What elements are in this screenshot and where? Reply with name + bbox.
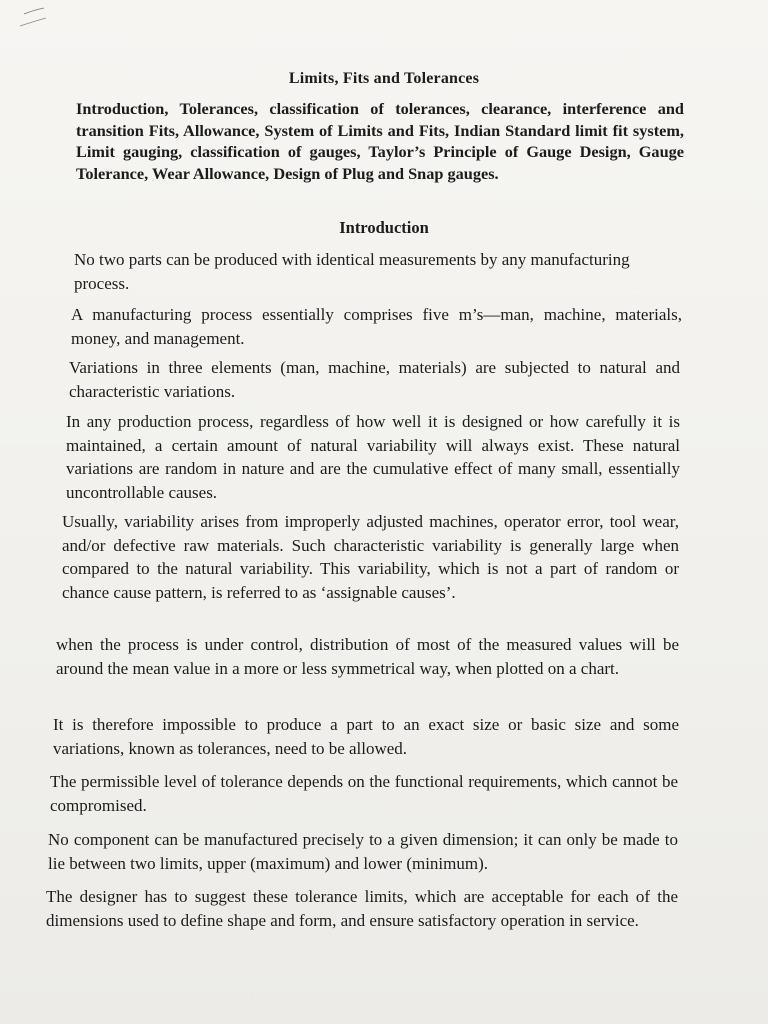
topics-list: Introduction, Tolerances, classification of tolerances, clearance, interference and transition Fits, Allowance, System of Limits and Fits, Indian Standard limit fit system, Limit gauging, classification of gauges, Taylor’s Principle of Gauge Design, Gauge Tolerance, Wear Allowance, Design of Plug and Snap gauges. — [76, 99, 684, 183]
section-heading: Introduction — [339, 218, 429, 237]
document-title: Limits, Fits and Tolerances — [288, 70, 480, 87]
paragraph: The designer has to suggest these tolerance limits, which are acceptable for each of the dimensions used to define shape and form, and ensure satisfactory operation in service. — [46, 887, 678, 930]
paragraph: A manufacturing process essentially comprises five m’s—man, machine, materials, money, and management. — [71, 305, 682, 348]
paragraph: In any production process, regardless of how well it is designed or how carefully it is maintained, a certain amount of natural variability will always exist. These natural variations are random in nature and are the cumulative effect of many small, essentially uncontrollable causes. — [66, 412, 680, 502]
paragraph: No two parts can be produced with identical measurements by any manufacturing process. — [74, 250, 630, 293]
paragraph: Usually, variability arises from improperly adjusted machines, operator error, tool wear, and/or defective raw materials. Such characteristic variability is generally large when compared to the natural variability. This variability, which is not a part of random or chance cause pattern, is referred to as ‘assignable causes’. — [62, 512, 679, 602]
paragraph: It is therefore impossible to produce a part to an exact size or basic size and some variations, known as tolerances, need to be allowed. — [53, 715, 679, 758]
paragraph: Variations in three elements (man, machine, materials) are subjected to natural and characteristic variations. — [69, 358, 680, 401]
paragraph: The permissible level of tolerance depends on the functional requirements, which cannot be compromised. — [50, 772, 678, 815]
pen-scribble-mark — [14, 6, 54, 38]
paragraph: when the process is under control, distribution of most of the measured values will be around the mean value in a more or less symmetrical way, when plotted on a chart. — [56, 635, 679, 678]
paragraph: No component can be manufactured precisely to a given dimension; it can only be made to lie between two limits, upper (maximum) and lower (minimum). — [48, 830, 678, 873]
